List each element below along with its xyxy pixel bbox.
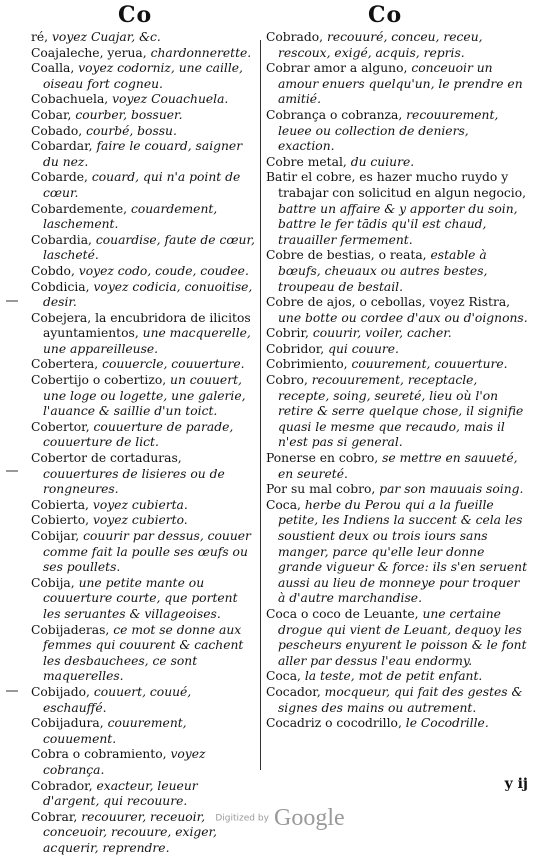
- entry-headword: Cobijadura,: [31, 716, 108, 731]
- dictionary-entry: [31, 202, 257, 233]
- dictionary-entry: [31, 357, 257, 373]
- entry-definition: battre un affaire & y apporter du soin, battre le fer tādis qu'il est chaud, trauailler fermement.: [278, 201, 518, 247]
- dictionary-entry: [31, 61, 257, 92]
- entry-headword: Cobro,: [266, 373, 312, 388]
- entry-definition: recouuré, conceu, receu, rescoux, exigé, acquis, repris.: [278, 30, 483, 60]
- binding-edge-mark: [6, 300, 18, 302]
- entry-headword: Cocador,: [266, 684, 325, 699]
- entry-definition: couuert, couué, eschauffé.: [43, 684, 192, 715]
- left-running-head: Co: [118, 2, 153, 28]
- dictionary-entry: [266, 326, 528, 342]
- entry-definition: conceuoir un amour enuers quelqu'un, le prendre en amitié.: [278, 61, 523, 107]
- entry-headword: Cobejera, la encubridora de ilicitos ayuntamientos,: [31, 310, 251, 341]
- entry-headword: Cobrar,: [31, 809, 82, 824]
- dictionary-entry: [31, 529, 257, 576]
- entry-definition: voyez codicia, conuoitise, desir.: [43, 279, 253, 310]
- entry-headword: Cobridor,: [266, 341, 329, 356]
- entry-headword: Cobrir,: [266, 326, 313, 341]
- entry-definition: couuercle, couuerture.: [102, 357, 245, 372]
- entry-definition: voyez codo, coude, coudee.: [78, 263, 249, 278]
- entry-headword: Coalla,: [31, 61, 79, 76]
- entry-definition: voyez codorniz, une caille, oiseau fort cogneu.: [43, 61, 243, 91]
- entry-definition: chardonnerette.: [150, 45, 252, 60]
- entry-definition: ce mot se donne aux femmes qui couurent & cachent les desbauchees, ce sont maquerelles.: [43, 622, 244, 684]
- entry-headword: ré,: [31, 30, 52, 44]
- entry-headword: Cobre de ajos, o cebollas, voyez Ristra,: [266, 295, 511, 310]
- entry-definition: couurir par dessus, couuer comme fait la poulle ses œufs ou ses poullets.: [43, 529, 251, 575]
- entry-headword: Cobertera,: [31, 357, 103, 372]
- entry-definition: faire le couard, saigner du nez.: [43, 139, 243, 169]
- entry-definition: un couuert, une loge ou logette, une galerie, l'auance & saillie d'un toict.: [43, 373, 246, 419]
- entry-headword: Batir el cobre, es hazer mucho ruydo y trabajar con solicitud en algun negocio,: [266, 170, 527, 200]
- entry-definition: du cuiure.: [350, 154, 415, 169]
- entry-definition: couuertures de lisieres ou de rongneures.: [43, 466, 225, 497]
- entry-definition: une petite mante ou couuerture courte, que portent les seruantes & villageoises.: [43, 575, 238, 621]
- entry-definition: courber, bossuer.: [75, 107, 183, 122]
- dictionary-entry: [266, 342, 528, 358]
- entry-definition: voyez cubierto.: [92, 513, 188, 528]
- entry-headword: Cobierto,: [31, 513, 93, 528]
- entry-definition: une macquerelle, une appareilleuse.: [43, 326, 251, 356]
- column-rule: [260, 40, 261, 770]
- dictionary-entry: [31, 576, 257, 623]
- entry-headword: Cobija,: [31, 575, 79, 590]
- dictionary-entry: [266, 669, 528, 685]
- dictionary-entry: [31, 46, 257, 62]
- entry-definition: se mettre en sauueté, en seureté.: [278, 451, 518, 481]
- entry-headword: Cobrimiento,: [266, 357, 352, 372]
- entry-definition: voyez cobrança.: [43, 747, 206, 777]
- dictionary-entry: [266, 295, 528, 326]
- entry-headword: Ponerse en cobro,: [266, 451, 383, 466]
- entry-definition: recouurer, receuoir, conceuoir, recouure, exiger, acquerir, reprendre.: [43, 809, 217, 855]
- right-running-head: Co: [368, 2, 403, 28]
- entry-definition: couuerture de parade, couuerture de lict.: [43, 419, 234, 450]
- entry-headword: Cobar,: [31, 107, 76, 122]
- left-column: [31, 30, 257, 856]
- google-logo: Google: [274, 805, 345, 831]
- entry-headword: Cobertor de cortaduras,: [31, 451, 182, 466]
- entry-definition: courbé, bossu.: [86, 123, 177, 138]
- dictionary-entry: [31, 170, 257, 201]
- entry-headword: Coca,: [266, 669, 305, 684]
- dictionary-entry: [266, 498, 528, 607]
- dictionary-entry: [266, 248, 528, 295]
- entry-definition: voyez Cuajar, &c.: [51, 30, 161, 44]
- binding-edge-mark: [6, 690, 18, 692]
- dictionary-entry: [266, 155, 528, 171]
- entry-headword: Coajaleche, yerua,: [31, 45, 151, 60]
- entry-headword: Cobardar,: [31, 139, 97, 154]
- entry-headword: Cobarde,: [31, 170, 92, 185]
- entry-headword: Coca,: [266, 497, 305, 512]
- entry-headword: Coca o coco de Leuante,: [266, 606, 423, 621]
- entry-definition: une certaine drogue qui vient de Leuant, dequoy les pescheurs enyurent le poisson & le font aller par dessus l'eau endormy.: [278, 606, 527, 668]
- entry-definition: couurement, couuement.: [43, 716, 187, 746]
- entry-definition: une botte ou cordee d'aux ou d'oignons.: [278, 310, 528, 325]
- dictionary-entry: [31, 311, 257, 358]
- entry-headword: Cobachuela,: [31, 92, 113, 107]
- binding-edge-mark: [6, 470, 18, 472]
- entry-headword: Cobrador,: [31, 778, 97, 793]
- dictionary-entry: [266, 482, 528, 498]
- dictionary-entry: [31, 108, 257, 124]
- entry-headword: Cobierta,: [31, 497, 93, 512]
- dictionary-entry: [266, 685, 528, 716]
- signature-mark: y ij: [504, 776, 528, 792]
- entry-definition: herbe du Perou qui a la fueille petite, les Indiens la succent & cela les soustient deux ou trois iours sans manger, parce qu'elle leur donne grande vigueur & force: ils s'en seruent aussi au lieu de monneye pour troquer à d'autre marchandise.: [278, 497, 528, 606]
- entry-definition: couardement, laschement.: [43, 201, 218, 232]
- dictionary-entry: [31, 747, 257, 778]
- dictionary-entry: [31, 30, 257, 46]
- entry-headword: Cobre metal,: [266, 154, 351, 169]
- dictionary-entry: [31, 498, 257, 514]
- entry-definition: couardise, faute de cœur, lascheté.: [43, 232, 255, 263]
- dictionary-entry: [31, 716, 257, 747]
- dictionary-entry: [266, 716, 528, 732]
- entry-definition: recouurement, leuee ou collection de deniers, exaction.: [278, 107, 499, 154]
- dictionary-entry: [31, 92, 257, 108]
- entry-headword: Cobado,: [31, 123, 87, 138]
- entry-definition: par son mauuais soing.: [379, 482, 524, 497]
- entry-headword: Cobertor,: [31, 419, 94, 434]
- dictionary-entry: [31, 513, 257, 529]
- entry-definition: mocqueur, qui fait des gestes & signes des mains ou autrement.: [278, 684, 523, 715]
- dictionary-entry: [266, 373, 528, 451]
- entry-headword: Cobardia,: [31, 232, 96, 247]
- dictionary-entry: [31, 264, 257, 280]
- entry-headword: Cobardemente,: [31, 201, 131, 216]
- entry-definition: estable à bœufs, cheuaux ou autres bestes, troupeau de bestail.: [278, 248, 488, 294]
- dictionary-entry: [266, 607, 528, 669]
- dictionary-entry: [266, 108, 528, 155]
- dictionary-entry: [31, 420, 257, 451]
- dictionary-entry: [31, 373, 257, 420]
- entry-definition: voyez Couachuela.: [112, 92, 229, 107]
- entry-headword: Por su mal cobro,: [266, 482, 380, 497]
- entry-headword: Cobijaderas,: [31, 622, 114, 637]
- entry-headword: Cobrado,: [266, 30, 327, 44]
- entry-definition: exacteur, leueur d'argent, qui recouure.: [43, 778, 198, 809]
- dictionary-entry: [31, 233, 257, 264]
- dictionary-entry: [266, 30, 528, 61]
- entry-definition: le Cocodrille.: [405, 716, 489, 731]
- entry-definition: la teste, mot de petit enfant.: [304, 669, 483, 684]
- entry-headword: Cobrar amor a alguno,: [266, 61, 412, 76]
- entry-headword: Cobijar,: [31, 529, 84, 543]
- entry-definition: voyez cubierta.: [92, 497, 188, 512]
- dictionary-entry: [266, 357, 528, 373]
- dictionary-entry: [266, 61, 528, 108]
- dictionary-entry: [31, 685, 257, 716]
- entry-headword: Cobra o cobramiento,: [31, 747, 171, 762]
- entry-definition: couard, qui n'a point de cœur.: [43, 170, 241, 200]
- dictionary-entry: [31, 124, 257, 140]
- entry-headword: Cocadriz o cocodrillo,: [266, 716, 406, 731]
- entry-headword: Cobdicia,: [31, 279, 94, 294]
- entry-headword: Cobertijo o cobertizo,: [31, 373, 171, 388]
- watermark-prefix: Digitized by: [215, 813, 269, 824]
- right-column: [266, 30, 528, 732]
- entry-headword: Cobijado,: [31, 684, 94, 699]
- entry-definition: couurement, couuerture.: [351, 357, 508, 372]
- entry-definition: recouurement, receptacle, recepte, soing, seureté, lieu où l'on retire & serre quelque chose, il signifie quasi le mesme que recaudo, mais il n'est pas si general.: [278, 373, 524, 450]
- entry-definition: couurir, voiler, cacher.: [312, 326, 452, 341]
- entry-headword: Cobdo,: [31, 263, 79, 278]
- dictionary-entry: [31, 623, 257, 685]
- dictionary-entry: [266, 451, 528, 482]
- digitized-watermark: [0, 805, 560, 832]
- dictionary-entry: [31, 451, 257, 498]
- entry-headword: Cobre de bestias, o reata,: [266, 248, 431, 263]
- dictionary-entry: [31, 280, 257, 311]
- entry-definition: qui couure.: [328, 341, 399, 356]
- entry-headword: Cobrança o cobranza,: [266, 107, 407, 122]
- dictionary-entry: [266, 170, 528, 248]
- dictionary-entry: [31, 139, 257, 170]
